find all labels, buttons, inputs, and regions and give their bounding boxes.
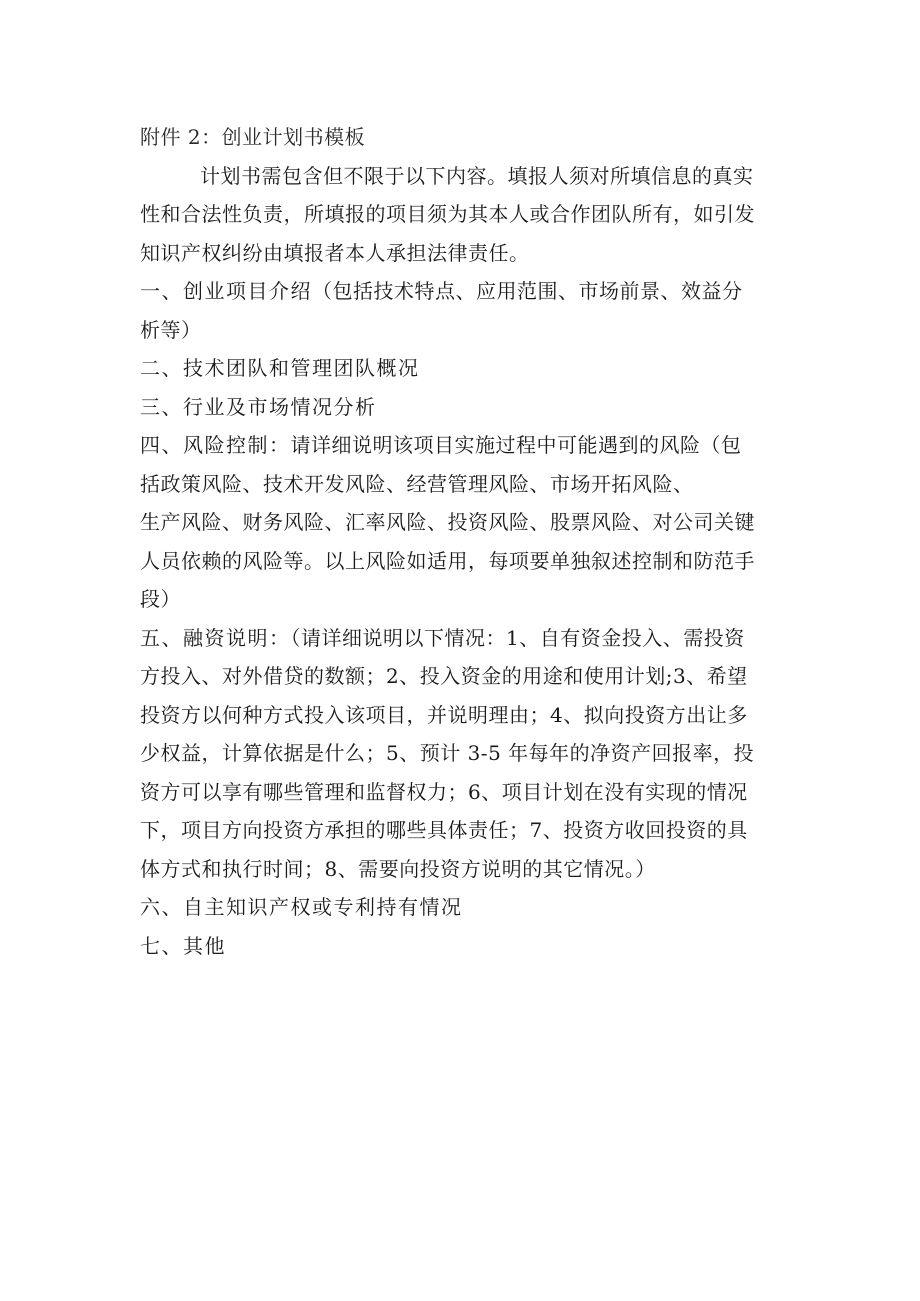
- section-2: [140, 349, 785, 388]
- section-text: 析等）: [140, 317, 202, 342]
- section-text: 下，项目方向投资方承担的哪些具体责任；7、投资方收回投资的具: [140, 818, 748, 842]
- section-5: [140, 619, 785, 889]
- section-heading: 二、技术团队和管理团队概况: [140, 356, 420, 380]
- section-4: [140, 426, 785, 619]
- section-text: 请详细说明该项目实施过程中可能遇到的风险（包: [290, 433, 742, 457]
- intro-line: 计划书需包含但不限于以下内容。填报人须对所填信息的真实: [200, 163, 754, 188]
- section-6: [140, 888, 785, 927]
- section-heading: 六、自主知识产权或专利持有情况: [140, 895, 463, 919]
- section-heading: 一、创业项目介绍: [140, 279, 312, 303]
- intro-line: 知识产权纠纷由填报者本人承担法律责任。: [140, 240, 530, 265]
- section-heading: 七、其他: [140, 933, 226, 958]
- intro-paragraph: [140, 157, 785, 273]
- section-heading: 三、行业及市场情况分析: [140, 394, 377, 419]
- section-7: [140, 927, 785, 966]
- document-body: [140, 118, 785, 965]
- section-text: （包括技术特点、应用范围、市场前景、效益分: [312, 279, 743, 303]
- intro-line: 性和合法性负责，所填报的项目须为其本人或合作团队所有，如引发: [140, 202, 755, 226]
- section-1: [140, 272, 785, 349]
- section-text: 投资方以何种方式投入该项目，并说明理由；4、拟向投资方出让多: [140, 702, 748, 727]
- section-3: [140, 388, 785, 427]
- section-text: 体方式和执行时间；8、需要向投资方说明的其它情况。）: [140, 856, 656, 881]
- section-text: 少权益，计算依据是什么；5、预计 3-5 年每年的净资产回报率，投: [140, 741, 755, 765]
- section-text: 括政策风险、技术开发风险、经营管理风险、市场开拓风险、: [140, 471, 694, 496]
- attachment-title: 附件 2：创业计划书模板: [140, 125, 366, 149]
- section-text: 人员依赖的风险等。以上风险如适用，每项要单独叙述控制和防范手: [140, 548, 755, 573]
- section-text: 资方可以享有哪些管理和监督权力；6、项目计划在没有实现的情况: [140, 779, 748, 804]
- section-text: 生产风险、财务风险、汇率风险、投资风险、股票风险、对公司关键: [140, 510, 755, 534]
- section-text: 段）: [140, 587, 181, 611]
- section-text: 方投入、对外借贷的数额；2、投入资金的用途和使用计划;3、希望: [140, 664, 748, 688]
- section-heading: 五、融资说明：: [140, 625, 291, 650]
- section-heading: 四、风险控制：: [140, 433, 291, 457]
- section-text: （请详细说明以下情况：1、自有资金投入、需投资: [290, 625, 745, 650]
